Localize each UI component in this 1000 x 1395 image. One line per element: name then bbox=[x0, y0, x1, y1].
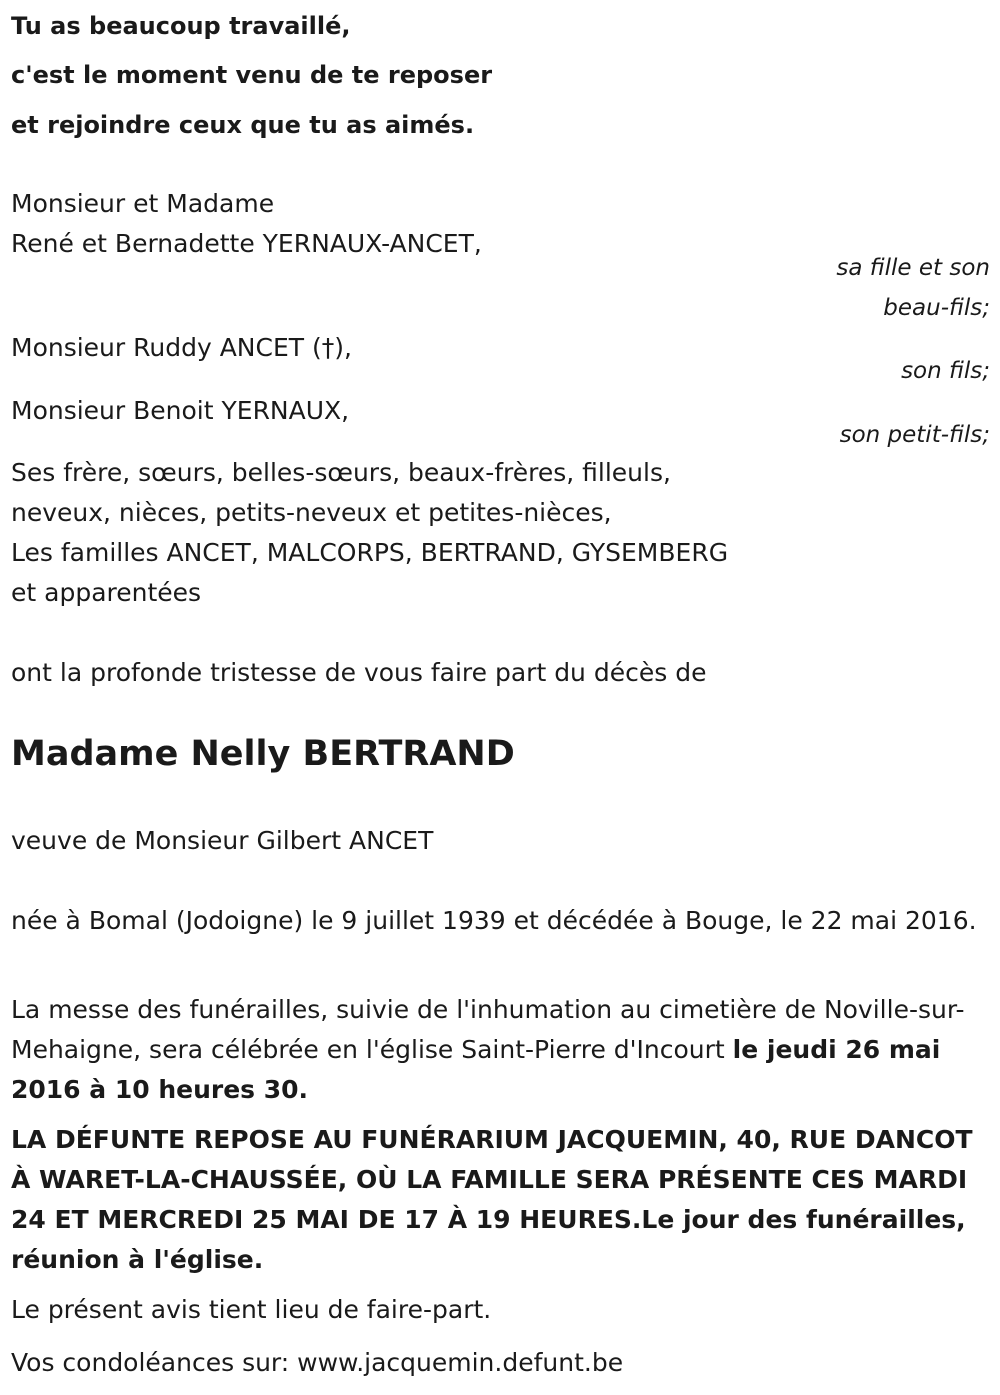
relation-daughter: sa fille et son bbox=[836, 255, 990, 281]
deceased-name: Madame Nelly BERTRAND bbox=[11, 734, 515, 774]
funeral-date: le jeudi 26 mai 2016 à 10 heures 30. bbox=[11, 1035, 941, 1104]
family-son: Monsieur Ruddy ANCET (†), bbox=[11, 333, 352, 362]
visitation-info: LA DÉFUNTE REPOSE AU FUNÉRARIUM JACQUEMIN, 40, RUE DANCOT À WARET-LA-CHAUSSÉE, OÙ LA FAMILLE SERA PRÉSENTE CES MARDI 24 ET MERCREDI 25 MAI DE 17 À 19 HEURES.Le jour des funérailles, réunion à l'église. bbox=[11, 1125, 973, 1274]
family-others-4: et apparentées bbox=[11, 578, 202, 607]
family-others-2: neveux, nièces, petits-neveux et petites-nièces, bbox=[11, 498, 612, 527]
family-others-3: Les familles ANCET, MALCORPS, BERTRAND, GYSEMBERG bbox=[11, 538, 729, 567]
family-line-2: René et Bernadette YERNAUX-ANCET, bbox=[11, 229, 482, 258]
relation-son-in-law: beau-fils; bbox=[883, 295, 990, 321]
family-others-1: Ses frère, sœurs, belles-sœurs, beaux-frères, filleuls, bbox=[11, 458, 671, 487]
announcement: ont la profonde tristesse de vous faire part du décès de bbox=[11, 658, 707, 687]
condolences: Vos condoléances sur: www.jacquemin.defunt.be bbox=[11, 1348, 624, 1377]
relation-grandson: son petit-fils; bbox=[839, 422, 990, 448]
family-line-1: Monsieur et Madame bbox=[11, 189, 275, 218]
notice: Le présent avis tient lieu de faire-part. bbox=[11, 1295, 492, 1324]
family-grandson: Monsieur Benoit YERNAUX, bbox=[11, 396, 350, 425]
poem-line-3: et rejoindre ceux que tu as aimés. bbox=[11, 111, 475, 139]
widow-of: veuve de Monsieur Gilbert ANCET bbox=[11, 826, 434, 855]
relation-son: son fils; bbox=[901, 358, 990, 384]
poem-line-2: c'est le moment venu de te reposer bbox=[11, 61, 493, 89]
funeral-info bbox=[11, 990, 991, 1110]
poem-line-1: Tu as beaucoup travaillé, bbox=[11, 12, 351, 40]
funeral-text: La messe des funérailles, suivie de l'inhumation au cimetière de Noville-sur-Mehaigne, sera célébrée en l'église Saint-Pierre d'Incourt bbox=[11, 995, 965, 1064]
birth-death: née à Bomal (Jodoigne) le 9 juillet 1939 et décédée à Bouge, le 22 mai 2016. bbox=[11, 906, 977, 935]
